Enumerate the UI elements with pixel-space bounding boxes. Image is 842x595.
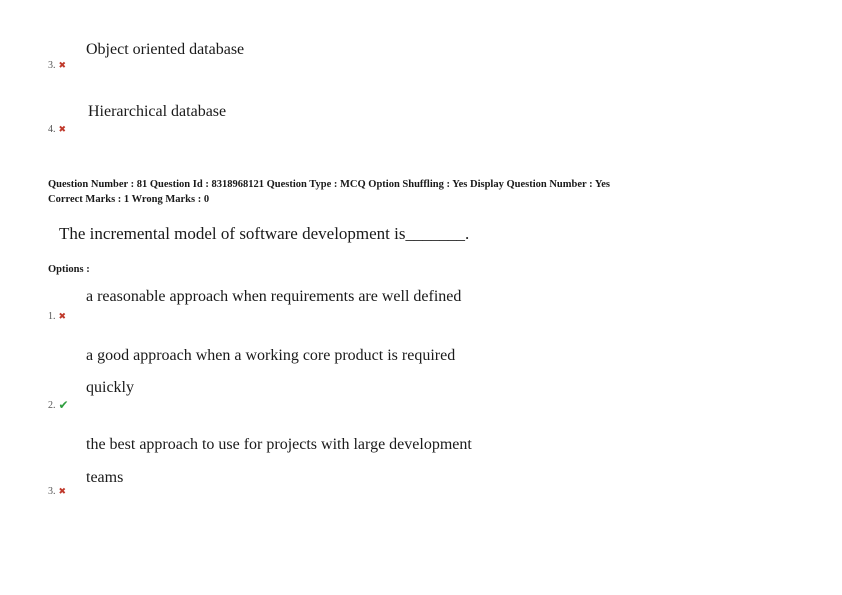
option-2-label: 2. [48,399,56,411]
option-3-number [48,486,66,497]
cross-icon: ✖ [58,311,67,322]
prev-option-3-text: Object oriented database [86,41,245,58]
prev-option-4-number [48,124,66,135]
question-meta-line2: Correct Marks : 1 Wrong Marks : 0 [48,194,210,205]
prev-option-4-label: 4. [48,124,56,135]
cross-icon: ✖ [58,60,67,71]
cross-icon: ✖ [58,486,67,497]
prev-option-3-number [48,60,66,71]
question-text: The incremental model of software development is_______. [59,224,470,243]
prev-option-3-label: 3. [48,60,56,71]
prev-option-4-text: Hierarchical database [88,103,227,120]
options-label: Options : [48,264,90,275]
option-3-text-line1: the best approach to use for projects with large development [86,436,472,453]
check-icon: ✔ [58,398,69,412]
option-1-number [48,311,66,322]
question-meta-line1: Question Number : 81 Question Id : 8318968121 Question Type : MCQ Option Shuffling : Yes Display Question Number : Yes [48,179,611,190]
option-2-text-line2: quickly [86,379,134,396]
option-1-label: 1. [48,311,56,322]
option-2-text-line1: a good approach when a working core product is required [86,347,456,364]
cross-icon: ✖ [58,124,67,135]
option-3-label: 3. [48,486,56,497]
option-2-number [48,398,69,412]
option-1-text: a reasonable approach when requirements are well defined [86,288,462,305]
option-3-text-line2: teams [86,469,124,486]
